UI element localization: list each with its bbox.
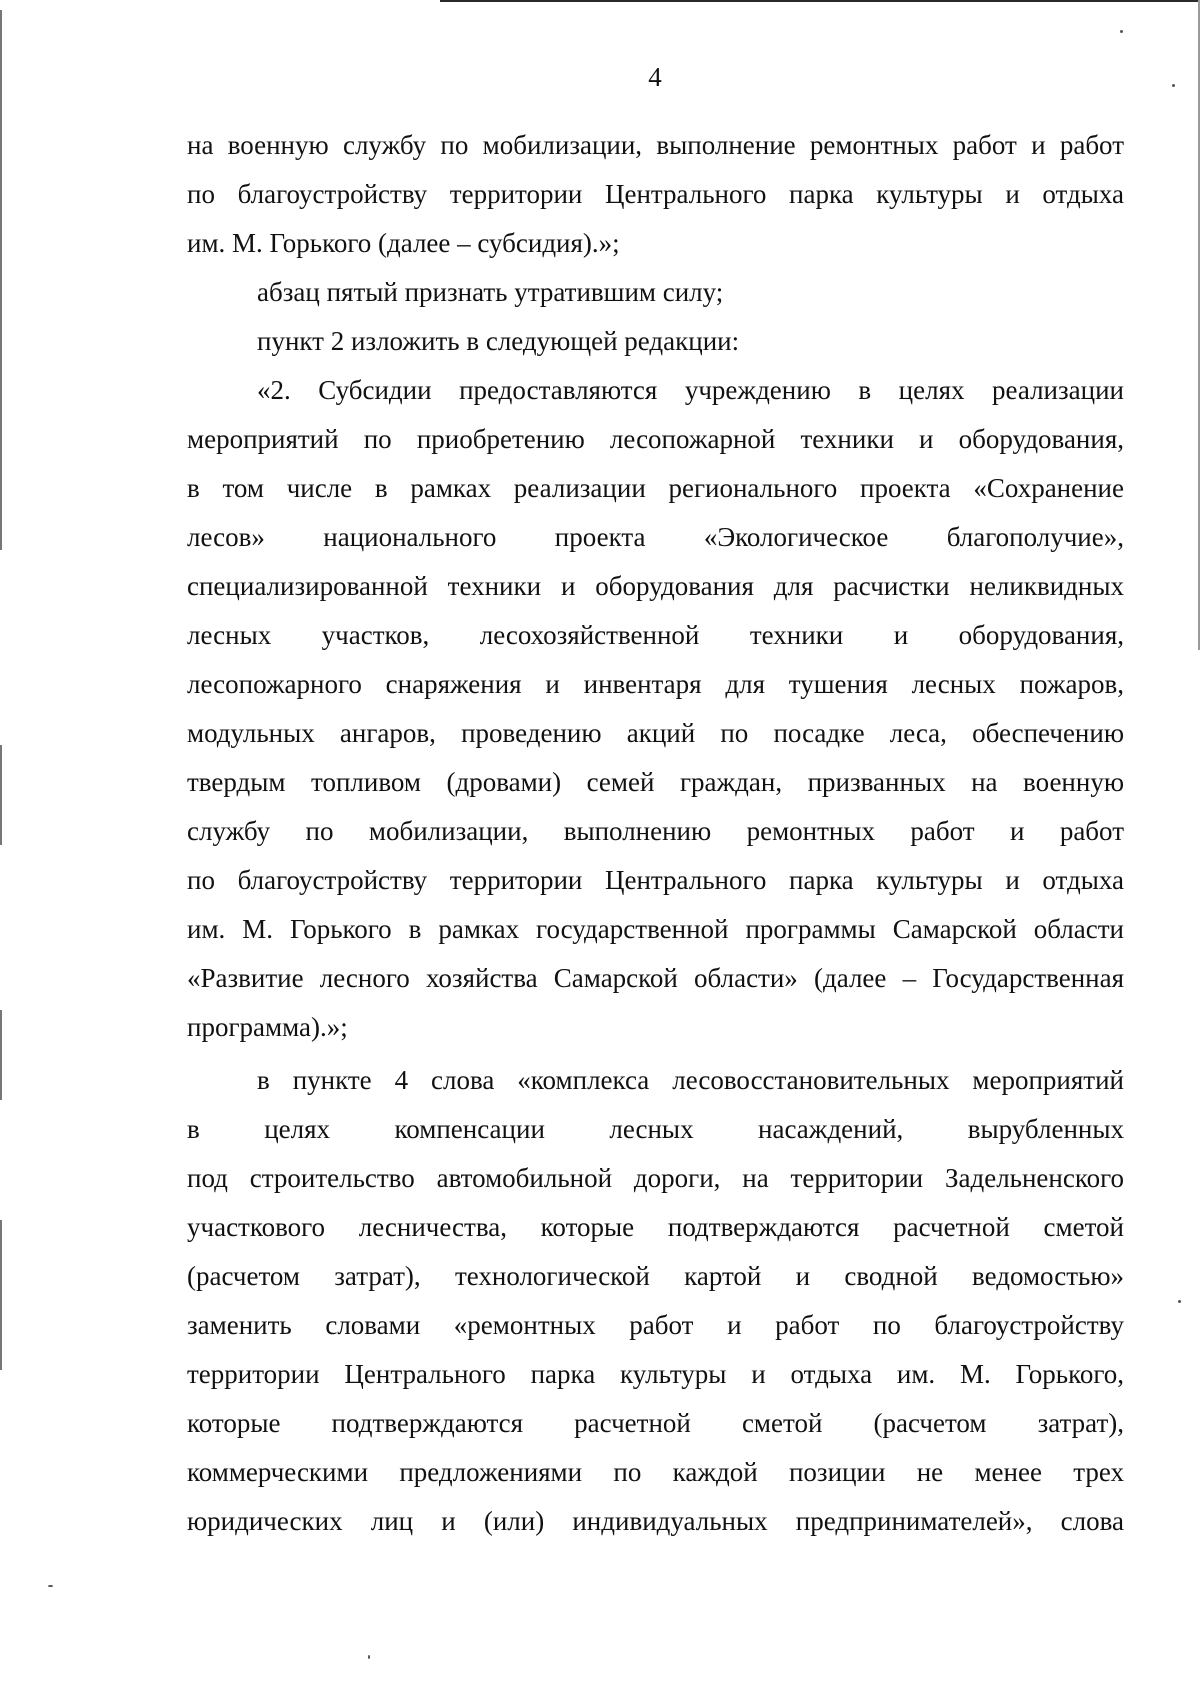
text-line: коммерческими предложениями по каждой позиции не менее трех: [187, 1457, 1124, 1487]
text-line: мероприятий по приобретению лесопожарной техники и оборудования,: [187, 424, 1124, 454]
text-line: (расчетом затрат), технологической картой и сводной ведомостью»: [187, 1261, 1124, 1291]
scan-edge-left: [0, 1220, 2, 1370]
document-body: [187, 121, 1124, 1546]
text-line: «Развитие лесного хозяйства Самарской области» (далее – Государственная: [187, 963, 1124, 993]
scan-speck: [1120, 30, 1123, 33]
text-line: им. М. Горького (далее – субсидия).»;: [187, 228, 620, 258]
text-line: территории Центрального парка культуры и отдыха им. М. Горького,: [187, 1359, 1124, 1389]
text-line: по благоустройству территории Центрального парка культуры и отдыха: [187, 865, 1124, 895]
text-line: участкового лесничества, которые подтверждаются расчетной сметой: [187, 1212, 1124, 1242]
text-line: модульных ангаров, проведению акций по посадке леса, обеспечению: [187, 718, 1124, 748]
text-line: на военную службу по мобилизации, выполнение ремонтных работ и работ: [187, 130, 1124, 160]
text-line: твердым топливом (дровами) семей граждан, призванных на военную: [187, 767, 1124, 797]
scan-edge-top: [440, 0, 1200, 2]
text-line: абзац пятый признать утратившим силу;: [257, 277, 724, 307]
text-line: в пункте 4 слова «комплекса лесовосстановительных мероприятий: [257, 1065, 1124, 1095]
scan-speck: [1178, 1300, 1181, 1303]
text-line: под строительство автомобильной дороги, на территории Задельненского: [187, 1163, 1124, 1193]
text-line: которые подтверждаются расчетной сметой (расчетом затрат),: [187, 1408, 1124, 1438]
page-number: 4: [648, 62, 662, 92]
text-line: юридических лиц и (или) индивидуальных предпринимателей», слова: [187, 1506, 1124, 1536]
text-line: по благоустройству территории Центрального парка культуры и отдыха: [187, 179, 1124, 209]
text-line: заменить словами «ремонтных работ и работ по благоустройству: [187, 1310, 1124, 1340]
text-line: в том числе в рамках реализации регионального проекта «Сохранение: [187, 473, 1124, 503]
scan-edge-left: [0, 745, 2, 845]
text-line: лесопожарного снаряжения и инвентаря для тушения лесных пожаров,: [187, 669, 1124, 699]
text-line: лесов» национального проекта «Экологическое благополучие»,: [187, 522, 1124, 552]
text-line: специализированной техники и оборудования для расчистки неликвидных: [187, 571, 1124, 601]
scan-speck: [48, 1585, 53, 1587]
scan-speck: [368, 1655, 370, 1659]
text-line: в целях компенсации лесных насаждений, вырубленных: [187, 1114, 1124, 1144]
text-line: «2. Субсидии предоставляются учреждению в целях реализации: [257, 375, 1124, 405]
scan-edge-left: [0, 1010, 2, 1100]
text-line: им. М. Горького в рамках государственной программы Самарской области: [187, 914, 1124, 944]
text-line: программа).»;: [187, 1012, 348, 1042]
text-line: лесных участков, лесохозяйственной техники и оборудования,: [187, 620, 1124, 650]
text-line: службу по мобилизации, выполнению ремонтных работ и работ: [187, 816, 1124, 846]
text-line: пункт 2 изложить в следующей редакции:: [257, 326, 740, 356]
